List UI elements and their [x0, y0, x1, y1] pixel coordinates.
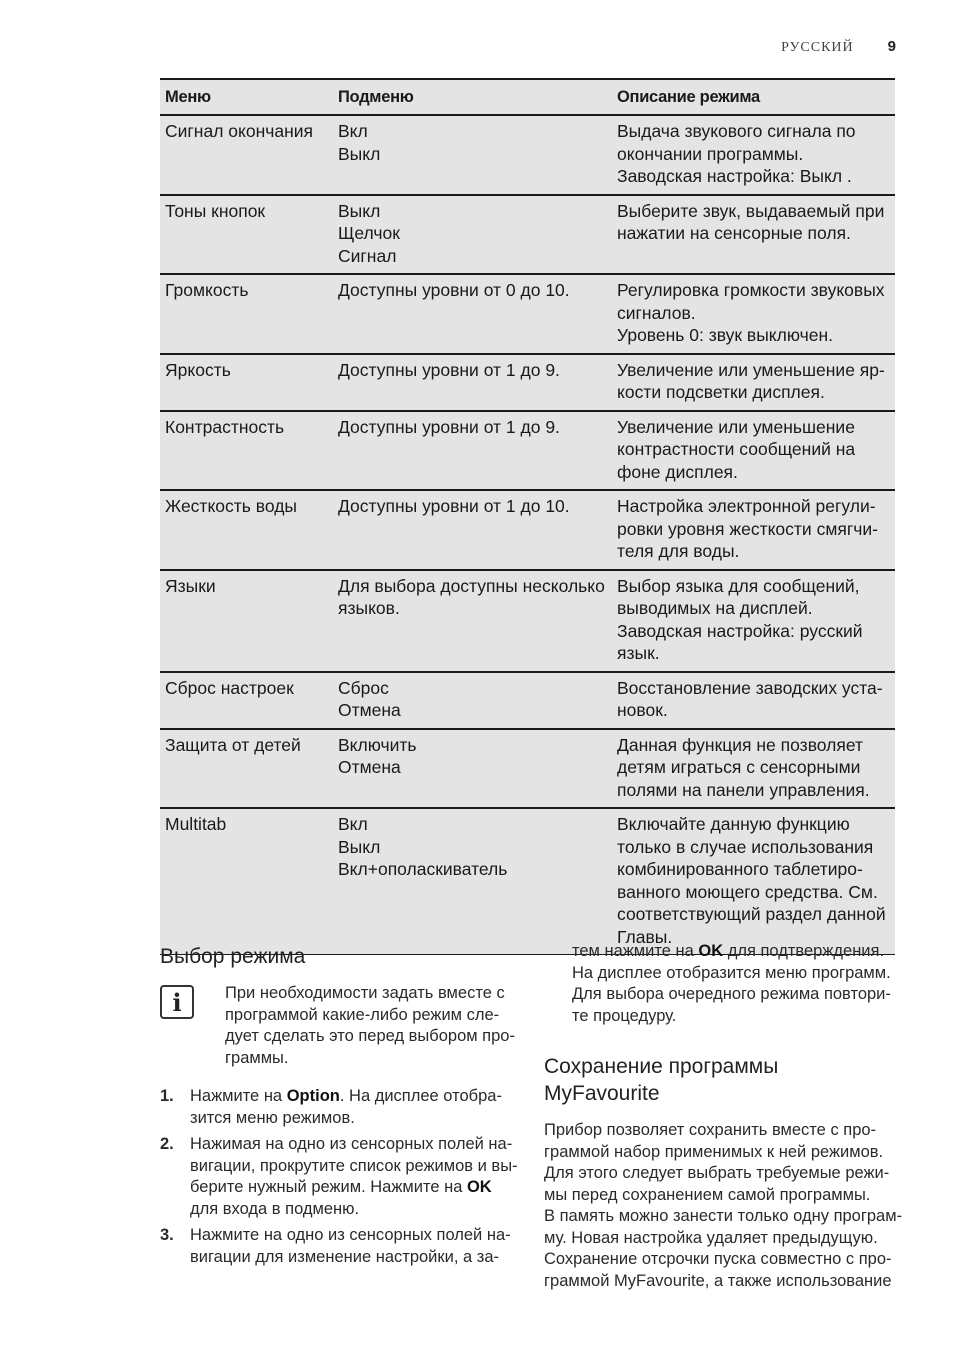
step-line [190, 1225, 520, 1247]
description-cell [612, 570, 895, 672]
description-cell [612, 729, 895, 809]
text-segment: Нажмите на одно из сенсорных полей на- [190, 1226, 511, 1244]
description-line: Уровень 0: звук выключен. [617, 325, 833, 345]
text-segment: Нажмите на [190, 1087, 287, 1105]
description-line: Данная функция не позволяет [617, 734, 863, 755]
description-cell [612, 115, 895, 195]
text-segment: берите нужный режим. Нажмите на [190, 1178, 467, 1196]
myfavourite-title [544, 1053, 778, 1107]
text-segment: для подтверждения. [723, 942, 885, 960]
table-row [160, 354, 895, 411]
keyword-label: OK [698, 942, 724, 960]
submenu-line: Выкл [338, 836, 381, 857]
menu-cell: Контрастность [160, 411, 333, 491]
description-line: Заводская настройка: Выкл . [617, 166, 852, 186]
submenu-line: Сброс [338, 677, 389, 698]
submenu-line: Доступны уровни от 1 до 9. [338, 416, 560, 437]
keyword-label: Option [286, 1087, 340, 1105]
description-line: ванного моющего средства. См. [617, 881, 878, 902]
description-line: Восстановление заводских уста- [617, 677, 883, 698]
mode-selection-title: Выбор режима [160, 945, 306, 968]
description-line: полями на панели управления. [617, 779, 870, 800]
description-line: Выбор языка для сообщений, [617, 575, 860, 596]
info-note [225, 983, 525, 1069]
submenu-line: Вкл [338, 121, 368, 141]
language-label: РУССКИЙ [781, 40, 854, 55]
description-cell [612, 672, 895, 729]
submenu-cell [333, 195, 612, 275]
info-icon: i [160, 985, 194, 1019]
continuation-line [572, 1006, 902, 1028]
note-line: При необходимости задать вместе с [225, 984, 505, 1002]
submenu-line: Доступны уровни от 0 до 10. [338, 280, 570, 300]
text-segment: тем нажмите на [572, 942, 699, 960]
description-cell [612, 195, 895, 275]
menu-cell: Громкость [160, 274, 333, 354]
description-line: фоне дисплея. [617, 461, 738, 482]
continuation-line [572, 984, 902, 1006]
myfavourite-paragraph [544, 1120, 904, 1292]
table-row [160, 490, 895, 570]
description-line: окончании программы. [617, 143, 804, 164]
submenu-line: Доступны уровни от 1 до 10. [338, 496, 570, 516]
description-line: Увеличение или уменьшение яр- [617, 359, 885, 380]
table-row [160, 570, 895, 672]
table-row [160, 274, 895, 354]
submenu-line: Сигнал [338, 245, 397, 266]
submenu-line: Отмена [338, 700, 401, 720]
text-segment: те процедуру. [572, 1006, 677, 1025]
list-item [160, 1134, 520, 1220]
step-number: 3. [160, 1226, 174, 1244]
description-line: Выберите звук, выдаваемый при [617, 200, 885, 221]
note-line: граммы. [225, 1048, 289, 1067]
table-row [160, 115, 895, 195]
paragraph-line: граммой MyFavourite, а также использование [544, 1271, 892, 1290]
paragraph-line: мы перед сохранением самой программы. [544, 1185, 871, 1204]
description-line: язык. [617, 643, 660, 663]
submenu-line: Для выбора доступны несколько [338, 575, 605, 596]
steps-continuation [572, 941, 902, 1027]
table-row [160, 808, 895, 955]
submenu-line: Отмена [338, 757, 401, 777]
menu-settings-table [160, 78, 895, 955]
keyword-label: OK [466, 1178, 492, 1196]
menu-cell: Языки [160, 570, 333, 672]
submenu-cell [333, 274, 612, 354]
description-line: Заводская настройка: русский [617, 620, 863, 641]
myfavourite-title-line: MyFavourite [544, 1082, 660, 1105]
submenu-line: Выкл [338, 200, 381, 221]
submenu-line: языков. [338, 598, 400, 618]
step-text [190, 1225, 520, 1268]
menu-cell: Тоны кнопок [160, 195, 333, 275]
description-cell [612, 411, 895, 491]
menu-cell: Multitab [160, 808, 333, 955]
description-line: Включайте данную функцию [617, 814, 850, 834]
step-number: 2. [160, 1135, 174, 1153]
submenu-cell [333, 411, 612, 491]
table-row [160, 411, 895, 491]
submenu-cell [333, 354, 612, 411]
table-row [160, 195, 895, 275]
description-line: нажатии на сенсорные поля. [617, 223, 851, 243]
paragraph-line: Сохранение отсрочки пуска совместно с про- [544, 1250, 892, 1268]
description-line: выводимых на дисплей. [617, 598, 813, 618]
myfavourite-title-line: Сохранение программы [544, 1055, 779, 1078]
step-line [190, 1156, 520, 1178]
continuation-line [572, 941, 902, 963]
description-line: ровки уровня жесткости смягчи- [617, 518, 878, 539]
description-line: Главы. [617, 926, 673, 947]
table-body [160, 115, 895, 955]
note-line: программой какие-либо режим сле- [225, 1005, 500, 1024]
table-header-row [160, 79, 895, 115]
submenu-cell [333, 808, 612, 955]
page-header [781, 38, 896, 56]
continuation-line [572, 963, 902, 985]
step-number: 1. [160, 1087, 174, 1105]
submenu-cell [333, 490, 612, 570]
description-line: только в случае использования [617, 836, 874, 857]
text-segment: . На дисплее отобра- [339, 1087, 502, 1105]
step-line [190, 1108, 520, 1130]
submenu-cell [333, 570, 612, 672]
submenu-cell [333, 672, 612, 729]
paragraph-line: му. Новая настройка удаляет предыдущую. [544, 1228, 878, 1247]
menu-cell: Защита от детей [160, 729, 333, 809]
submenu-cell [333, 729, 612, 809]
list-item [160, 1225, 520, 1268]
step-line [190, 1134, 520, 1156]
description-line: Настройка электронной регули- [617, 496, 876, 516]
column-header-submenu: Подменю [333, 79, 612, 115]
paragraph-line: Прибор позволяет сохранить вместе с про- [544, 1121, 877, 1139]
step-text [190, 1086, 520, 1129]
text-segment: На дисплее отобразится меню программ. [572, 963, 891, 982]
note-line: дует сделать это перед выбором про- [225, 1027, 515, 1045]
description-cell [612, 490, 895, 570]
paragraph-line: Для этого следует выбрать требуемые режи- [544, 1164, 890, 1182]
text-segment: зится меню режимов. [190, 1108, 355, 1127]
description-line: Выдача звукового сигнала по [617, 121, 856, 141]
menu-cell: Сигнал окончания [160, 115, 333, 195]
text-segment: Нажимая на одно из сенсорных полей на- [190, 1135, 513, 1153]
description-line: новок. [617, 700, 668, 720]
table-row [160, 672, 895, 729]
submenu-line: Вкл+ополаскиватель [338, 859, 508, 879]
description-line: комбинированного таблетиро- [617, 859, 863, 879]
step-line [190, 1086, 520, 1108]
table-row [160, 729, 895, 809]
menu-cell: Жесткость воды [160, 490, 333, 570]
submenu-cell [333, 115, 612, 195]
submenu-line: Выкл [338, 143, 381, 164]
text-segment: для входа в подменю. [190, 1199, 360, 1218]
steps-list [160, 1086, 520, 1273]
text-segment: вигации для изменение настройки, а за- [190, 1247, 500, 1266]
text-segment: Для выбора очередного режима повтори- [572, 985, 891, 1003]
description-line: Увеличение или уменьшение [617, 416, 855, 437]
page-number: 9 [887, 38, 896, 55]
column-header-menu: Меню [160, 79, 333, 115]
description-line: кости подсветки дисплея. [617, 382, 825, 402]
step-line [190, 1199, 520, 1221]
list-item [160, 1086, 520, 1129]
description-line: контрастности сообщений на [617, 439, 856, 459]
submenu-line: Включить [338, 734, 417, 755]
step-line [190, 1247, 520, 1269]
description-line: сигналов. [617, 302, 696, 323]
description-line: Регулировка громкости звуковых [617, 280, 885, 300]
description-cell [612, 354, 895, 411]
description-line: детям играться с сенсорными [617, 757, 861, 777]
paragraph-line: В память можно занести только одну програм- [544, 1207, 903, 1225]
menu-cell: Сброс настроек [160, 672, 333, 729]
description-cell [612, 808, 895, 955]
paragraph-line: граммой набор применимых к ней режимов. [544, 1142, 884, 1161]
submenu-line: Вкл [338, 814, 368, 834]
submenu-line: Щелчок [338, 223, 400, 243]
step-line [190, 1177, 520, 1199]
description-line: теля для воды. [617, 541, 740, 561]
step-text [190, 1134, 520, 1220]
menu-cell: Яркость [160, 354, 333, 411]
description-line: соответствующий раздел данной [617, 904, 886, 924]
submenu-line: Доступны уровни от 1 до 9. [338, 359, 560, 380]
description-cell [612, 274, 895, 354]
text-segment: вигации, прокрутите список режимов и вы- [190, 1156, 518, 1175]
column-header-description: Описание режима [612, 79, 895, 115]
